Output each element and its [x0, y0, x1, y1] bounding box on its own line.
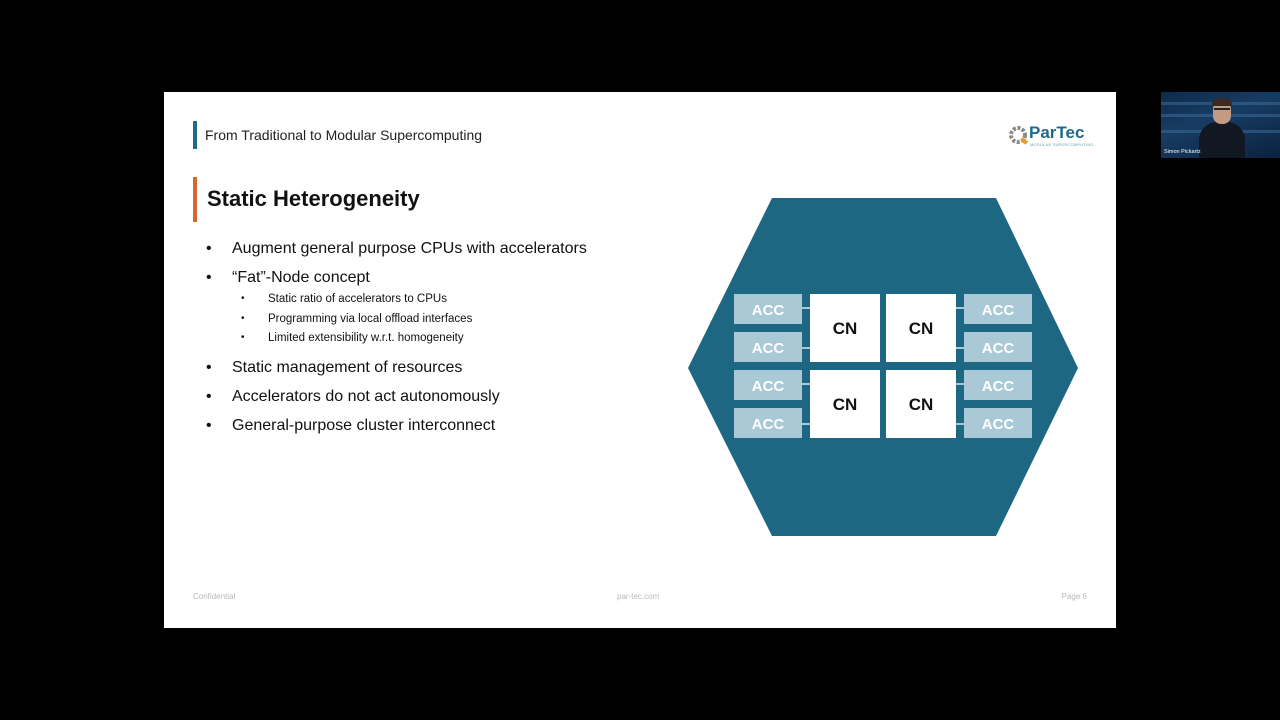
acc-label: ACC	[981, 340, 1015, 357]
acc-box-right-1	[964, 294, 1032, 324]
bullet-item	[204, 415, 664, 444]
cn-box-4	[886, 370, 956, 438]
sub-bullet-text: Static ratio of accelerators to CPUs	[268, 293, 447, 305]
presentation-slide	[164, 92, 1116, 628]
participant-video-tile[interactable]	[1161, 92, 1280, 158]
acc-box-left-3	[734, 370, 802, 400]
logo-subtitle: MODULAR SUPERCOMPUTING	[1030, 142, 1094, 147]
sub-bullet-item	[204, 292, 664, 312]
cn-label: CN	[832, 395, 858, 414]
acc-box-left-4	[734, 408, 802, 438]
bullet-text: Static management of resources	[232, 358, 463, 376]
acc-box-right-4	[964, 408, 1032, 438]
sub-bullet-item	[204, 312, 664, 332]
bullet-item	[204, 386, 664, 415]
bullet-dot-icon: •	[206, 269, 212, 286]
sub-bullet-dot-icon: •	[241, 293, 245, 304]
bullet-list	[204, 238, 664, 444]
sub-bullet-item	[204, 331, 664, 351]
cn-label: CN	[908, 395, 934, 414]
sub-bullet-text: Limited extensibility w.r.t. homogeneity	[268, 332, 464, 344]
footer-website: par-tec.com	[617, 592, 660, 601]
logo-q-icon	[1008, 120, 1030, 150]
sub-bullet-dot-icon: •	[241, 312, 245, 324]
bullet-text: “Fat”-Node concept	[232, 269, 370, 286]
acc-label: ACC	[981, 302, 1015, 319]
bullet-dot-icon: •	[206, 416, 212, 434]
sub-bullet-text: Programming via local offload interfaces	[268, 312, 473, 325]
participant-name-label: Simon Pickartz	[1164, 149, 1201, 155]
bullet-text: Accelerators do not act autonomously	[232, 387, 500, 405]
cn-label: CN	[832, 319, 858, 338]
hexagon-background	[688, 198, 1078, 536]
partec-logo	[1008, 120, 1094, 150]
acc-label: ACC	[751, 340, 785, 357]
cn-box-1	[810, 294, 880, 362]
acc-label: ACC	[751, 378, 785, 395]
fat-node-diagram	[688, 198, 1080, 538]
acc-box-left-1	[734, 294, 802, 324]
slide-title: Static Heterogeneity	[207, 186, 420, 211]
bullet-item	[204, 357, 664, 386]
cn-label: CN	[908, 319, 934, 338]
acc-box-right-2	[964, 332, 1032, 362]
cn-box-2	[886, 294, 956, 362]
participant-hair	[1212, 98, 1232, 106]
footer-confidential: Confidential	[193, 592, 236, 601]
bullet-dot-icon: •	[206, 240, 212, 257]
participant-body	[1199, 122, 1245, 158]
bullet-text: Augment general purpose CPUs with accelerators	[232, 240, 587, 257]
section-header: From Traditional to Modular Supercomputing	[205, 127, 483, 143]
header-accent-bar	[193, 121, 197, 149]
bullet-item	[204, 238, 664, 267]
footer-page-number: Page 6	[1061, 592, 1087, 601]
acc-label: ACC	[751, 302, 785, 319]
acc-label: ACC	[751, 416, 785, 433]
cn-box-3	[810, 370, 880, 438]
title-accent-bar	[193, 177, 197, 222]
sub-bullet-dot-icon: •	[241, 332, 245, 343]
participant-glasses	[1214, 108, 1230, 113]
acc-box-left-2	[734, 332, 802, 362]
sub-bullet-list	[204, 292, 664, 351]
acc-label: ACC	[981, 416, 1015, 433]
logo-wordmark: ParTec	[1029, 123, 1085, 142]
bullet-dot-icon: •	[206, 358, 212, 376]
bullet-dot-icon: •	[206, 387, 212, 405]
bullet-text: General-purpose cluster interconnect	[232, 416, 496, 434]
acc-box-right-3	[964, 370, 1032, 400]
acc-label: ACC	[981, 378, 1015, 395]
